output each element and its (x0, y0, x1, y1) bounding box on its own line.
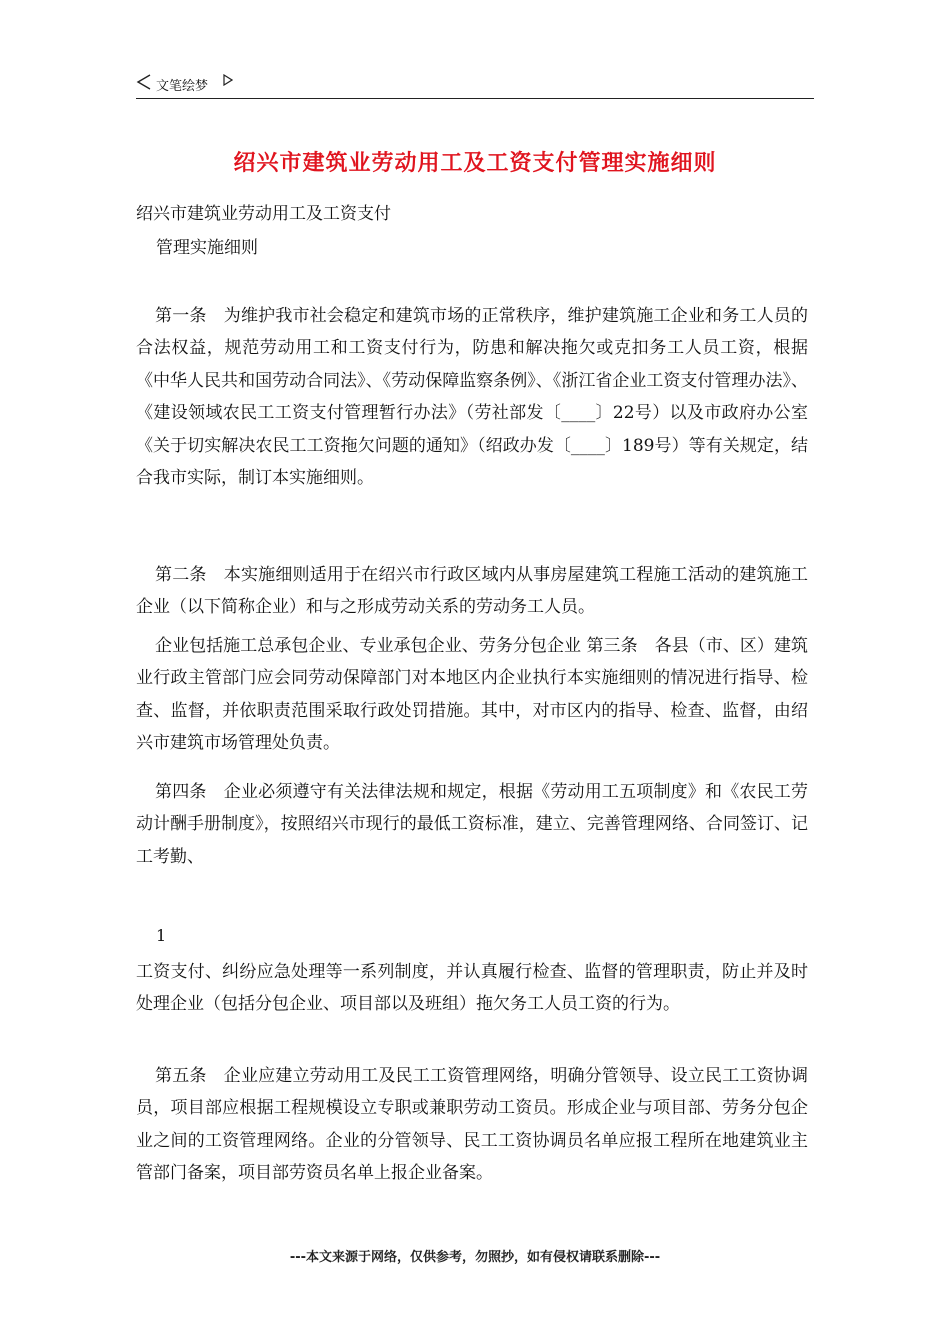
paragraph-continuation: 工资支付、纠纷应急处理等一系列制度，并认真履行检查、监督的管理职责，防止并及时处理企业（包括分包企业、项目部以及班组）拖欠务工人员工资的行为。 (136, 962, 808, 1015)
subtitle-line-2: 管理实施细则 (156, 238, 258, 258)
paragraph-article-1: 第一条 为维护我市社会稳定和建筑市场的正常秩序，维护建筑施工企业和务工人员的合法权益，规范劳动用工和工资支付行为，防患和解决拖欠或克扣务工人员工资，根据《中华人民共和国劳动合同法》、《劳动保障监察条例》、《浙江省企业工资支付管理办法》、《建设领域农民工工资支付管理暂行办法》（劳社部发〔____〕22号）以及市政府办公室《关于切实解决农民工工资拖欠问题的通知》（绍政办发〔____〕189号）等有关规定，结合我市实际，制订本实施细则。 (136, 306, 808, 489)
triangle-left-icon (136, 74, 152, 90)
page-header (136, 72, 814, 99)
header-brand: 文笔绘梦 (156, 79, 209, 94)
paragraph-article-2: 第二条 本实施细则适用于在绍兴市行政区域内从事房屋建筑工程施工活动的建筑施工企业（以下简称企业）和与之形成劳动关系的劳动务工人员。 (136, 565, 808, 618)
paragraph-article-4: 第四条 企业必须遵守有关法律法规和规定，根据《劳动用工五项制度》和《农民工劳动计酬手册制度》，按照绍兴市现行的最低工资标准，建立、完善管理网络、合同签订、记工考勤、 (136, 782, 808, 867)
subtitle-line-1: 绍兴市建筑业劳动用工及工资支付 (136, 204, 391, 224)
triangle-right-icon (223, 74, 233, 86)
paragraph-article-3: 企业包括施工总承包企业、专业承包企业、劳务分包企业 第三条 各县（市、区）建筑业行政主管部门应会同劳动保障部门对本地区内企业执行本实施细则的情况进行指导、检查、监督，并依职责范围采取行政处罚措施。其中，对市区内的指导、检查、监督，由绍兴市建筑市场管理处负责。 (136, 636, 808, 754)
footer-notice: ---本文来源于网络，仅供参考，勿照抄，如有侵权请联系删除--- (289, 1250, 661, 1265)
paragraph-article-5: 第五条 企业应建立劳动用工及民工工资管理网络，明确分管领导、设立民工工资协调员，项目部应根据工程规模设立专职或兼职劳动工资员。形成企业与项目部、劳务分包企业之间的工资管理网络。企业的分管领导、民工工资协调员名单应报工程所在地建筑业主管部门备案，项目部劳资员名单上报企业备案。 (136, 1066, 808, 1184)
page-number: 1 (156, 926, 167, 945)
document-title: 绍兴市建筑业劳动用工及工资支付管理实施细则 (233, 151, 717, 176)
